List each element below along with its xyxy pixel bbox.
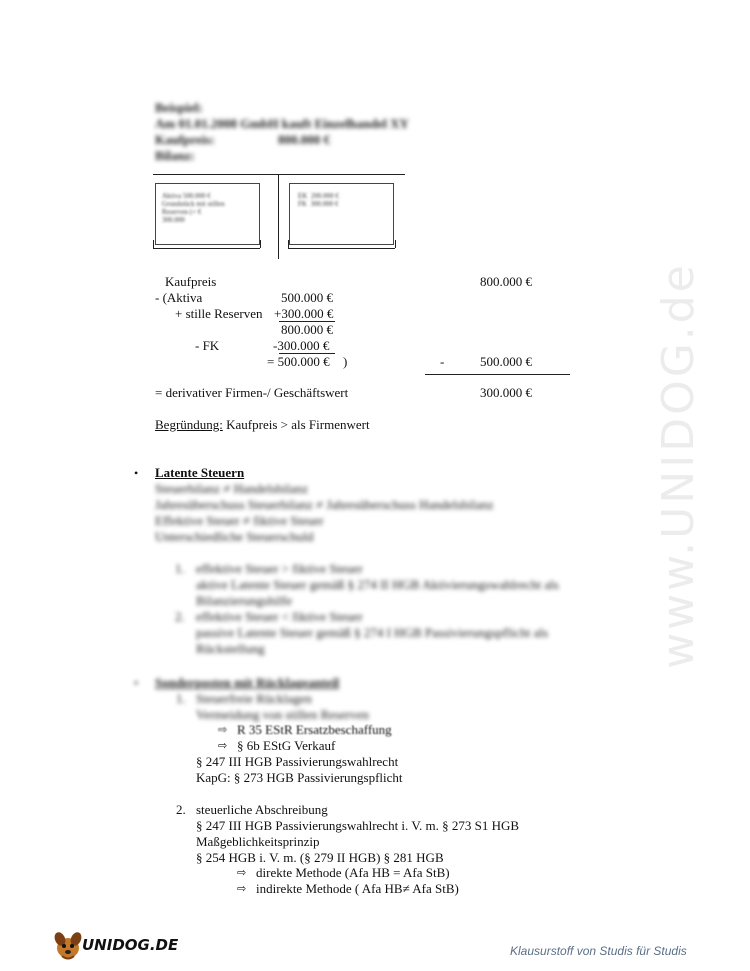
example-price-value: 800.000 € <box>278 132 330 147</box>
arrow-icon: ⇨ <box>237 882 247 895</box>
arrow-item: R 35 EStR Ersatzbeschaffung <box>237 722 392 737</box>
footer-tagline: Klausurstoff von Studis für Studis <box>510 944 687 958</box>
logo-text: UNIDOG.DE <box>82 936 179 954</box>
bracket-right-bottom <box>288 248 395 249</box>
balance-left-box: Aktiva 500.000 € Grundstück mit stillen Reserven (+ € 300.000 <box>155 183 260 245</box>
stille-reserven-value: +300.000 € <box>274 306 334 321</box>
close-paren: ) <box>343 354 348 369</box>
bracket-left-bottom <box>153 248 260 249</box>
fk-value: -300.000 € <box>273 338 330 353</box>
kaufpreis-label: Kaufpreis <box>165 274 217 289</box>
latente-line: Unterschiedliche Steuerschuld <box>155 529 314 544</box>
dog-logo-icon <box>50 928 84 962</box>
sonderposten-item-sub: Vermeidung von stillen Reserven <box>196 707 369 722</box>
bullet-sonderposten: • <box>134 676 139 690</box>
latente-item-line: effektive Steuer > fiktive Steuer <box>196 561 363 576</box>
sonderposten-title: Sonderposten mit Rücklageanteil <box>155 675 340 690</box>
bullet-latente: • <box>134 466 139 480</box>
arrow-item: § 6b EStG Verkauf <box>237 738 336 753</box>
hgb-line: § 247 III HGB Passivierungswahlrecht <box>196 754 399 769</box>
aktiva-label: - (Aktiva <box>155 290 203 305</box>
bracket-left <box>153 240 154 248</box>
latente-line: Jahresüberschuss Steuerbilanz ≠ Jahresüberschuss Handelsbilanz <box>155 497 494 512</box>
arrow-icon: ⇨ <box>237 866 247 879</box>
begruendung <box>155 417 370 433</box>
watermark: www.UNIDOG.de <box>652 262 704 669</box>
minus-value: 500.000 € <box>480 354 532 369</box>
bracket-left-end <box>260 240 261 248</box>
begruendung-text: Kaufpreis > als Firmenwert <box>222 417 370 432</box>
result-label: = derivativer Firmen-/ Geschäftswert <box>155 385 349 400</box>
sonderposten-item-num: 1. <box>176 691 186 706</box>
bracket-right <box>288 240 289 248</box>
minus-sign: - <box>440 354 445 369</box>
bracket-right-end <box>395 240 396 248</box>
result-value: 300.000 € <box>480 385 532 400</box>
arrow-icon: ⇨ <box>218 723 228 736</box>
result-line <box>425 374 570 375</box>
latente-item-num: 2. <box>175 609 185 624</box>
kapg-line: KapG: § 273 HGB Passivierungspflicht <box>196 770 403 785</box>
aktiva-value: 500.000 € <box>281 290 333 305</box>
latente-title: Latente Steuern <box>155 465 245 480</box>
fk-label: - FK <box>195 338 220 353</box>
latente-item-line: aktive Latente Steuer gemäß § 274 II HGB Aktivierungswahlrecht als <box>196 577 559 592</box>
latente-line: Steuerbilanz ≠ Handelsbilanz <box>155 481 308 496</box>
arrow-icon: ⇨ <box>218 739 228 752</box>
balance-right-box: EK 200.000 € FK 300.000 € <box>289 183 394 245</box>
equals-value: = 500.000 € <box>267 354 330 369</box>
balance-top-line <box>153 174 405 175</box>
sonderposten-item-title: Steuerfreie Rücklagen <box>196 691 312 706</box>
example-line: Am 01.01.2008 GmbH kauft Einzelhandel XY <box>155 116 409 131</box>
latente-item-line: passive Latente Steuer gemäß § 274 I HGB Passivierungspflicht als <box>196 625 549 640</box>
example-bilanz-label: Bilanz: <box>155 148 195 163</box>
begruendung-label: Begründung: <box>155 417 223 432</box>
kaufpreis-value: 800.000 € <box>480 274 532 289</box>
subtotal-value: 800.000 € <box>281 322 333 337</box>
abschreibung-line: Maßgeblichkeitsprinzip <box>196 834 320 849</box>
latente-item-line: Rückstellung <box>196 641 265 656</box>
arrow-item: indirekte Methode ( Afa HB≠ Afa StB) <box>256 881 459 896</box>
arrow-item: direkte Methode (Afa HB = Afa StB) <box>256 865 450 880</box>
unidog-logo[interactable] <box>50 928 180 962</box>
latente-item-num: 1. <box>175 561 185 576</box>
latente-line: Effektive Steuer ≠ fiktive Steuer <box>155 513 324 528</box>
abschreibung-line: § 247 III HGB Passivierungswahlrecht i. V. m. § 273 S1 HGB <box>196 818 520 833</box>
latente-item-line: Bilanzierungshilfe <box>196 593 293 608</box>
latente-item-line: effektive Steuer < fiktive Steuer <box>196 609 363 624</box>
abschreibung-line: § 254 HGB i. V. m. (§ 279 II HGB) § 281 HGB <box>196 850 444 865</box>
example-price-label: Kaufpreis: <box>155 132 215 147</box>
stille-reserven-label: + stille Reserven <box>175 306 263 321</box>
sonderposten-item-num: 2. <box>176 802 186 817</box>
sonderposten-item-title: steuerliche Abschreibung <box>196 802 328 817</box>
example-heading: Beispiel: <box>155 100 203 115</box>
balance-center-line <box>278 174 279 259</box>
